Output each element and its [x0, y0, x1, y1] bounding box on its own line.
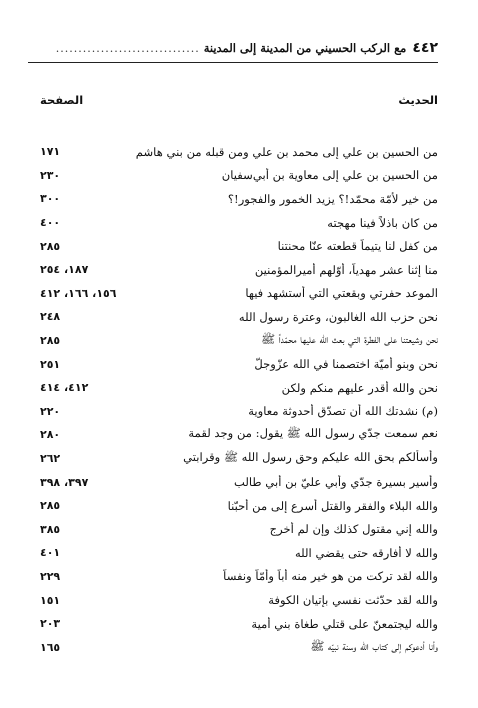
index-row: [40, 376, 438, 400]
index-row: [40, 494, 438, 518]
hadith-text: والله ليجتمعنّ على قتلي طغاة بني أمية: [251, 616, 438, 631]
hadith-text: والله إني مقتول كذلك وإن لم أخرج: [269, 522, 438, 537]
hadith-text: والله لقد تركت من هو خير منه أباً وأمّاً ونفساً: [223, 569, 438, 584]
hadith-text: الموعد حفرتي وبقعتي التي أستشهد فيها: [245, 286, 438, 301]
index-row: [40, 612, 438, 636]
page-refs: ٢٨٥: [40, 499, 61, 513]
column-headers: [40, 93, 438, 113]
page-refs: ٢٢٠: [40, 404, 61, 418]
index-row: [40, 187, 438, 211]
page-refs: ٢٨٠: [40, 428, 61, 442]
page-refs: ٣٨٥: [40, 522, 61, 536]
index-row: [40, 635, 438, 659]
index-row: [40, 140, 438, 164]
index-row: [40, 234, 438, 258]
page-refs: ١٧١: [40, 145, 61, 159]
hadith-text: من خير لأُمّة محمّد!؟ يزيد الخمور والفجور!؟: [227, 191, 438, 206]
hadith-text: من كان باذلاً فينا مهجته: [327, 215, 438, 230]
index-row: [40, 447, 438, 471]
hadith-text: نحن والله أقدر عليهم منكم ولكن: [281, 380, 438, 395]
running-header: [28, 34, 438, 63]
index-row: [40, 518, 438, 542]
page-refs: ٢٣٠: [40, 168, 61, 182]
index-row: [40, 305, 438, 329]
hadith-text: من الحسين بن علي إلى محمد بن علي ومن قبله من بني هاشم: [135, 144, 438, 159]
page-refs: ٢٢٩: [40, 569, 61, 583]
index-row: [40, 400, 438, 424]
hadith-text: نحن وبنو أميّة اختصمنا في الله عزّوجلّ: [254, 357, 438, 372]
page-refs: ٣٩٧، ٣٩٨: [40, 475, 89, 489]
hadith-text: وأسألكم بحق الله عليكم وحق رسول الله ﷺ وقرابتي: [183, 450, 438, 465]
index-row: [40, 329, 438, 353]
page-refs: ٢٤٨: [40, 310, 61, 324]
page-refs: ١٦٥: [40, 640, 61, 654]
page-refs: ٤١٢، ٤١٤: [40, 381, 89, 395]
index-row: [40, 211, 438, 235]
index-row: [40, 565, 438, 589]
hadith-text: وأنا أدعوكم إلى كتاب الله وسنة نبيّه ﷺ: [310, 638, 438, 653]
index-row: [40, 164, 438, 188]
index-row: [40, 258, 438, 282]
page-refs: ١٥١: [40, 593, 61, 607]
hadith-text: والله البلاء والفقر والقتل أسرع إلى من أحبّنا: [227, 498, 438, 513]
hadith-text: من الحسين بن علي إلى معاوية بن أبي‌سفيان: [221, 168, 438, 183]
page-refs: ٢٨٥: [40, 334, 61, 348]
hadith-text: والله لقد حدّثت نفسي بإتيان الكوفة: [268, 593, 438, 608]
hadith-column-label: الحديث: [398, 93, 438, 107]
index-row: [40, 588, 438, 612]
index-row: [40, 282, 438, 306]
page-refs: ١٨٧، ٢٥٤: [40, 263, 89, 277]
hadith-text: نعم سمعت جدّي رسول الله ﷺ يقول: من وجد لقمة: [188, 426, 438, 441]
page-refs: ٢٨٥: [40, 239, 61, 253]
header-dots: ................................: [55, 41, 200, 55]
index-row: [40, 541, 438, 565]
page-refs: ٢٥١: [40, 357, 61, 371]
index-row: [40, 352, 438, 376]
page-number: ٤٤٢: [412, 40, 438, 56]
hadith-text: وأسير بسيرة جدّي وأبي عليّ بن أبي طالب: [233, 475, 438, 490]
page-refs: ٤٠٠: [40, 216, 61, 230]
page-refs: ٣٠٠: [40, 192, 61, 206]
index-row: [40, 470, 438, 494]
page-refs: ٢٦٢: [40, 452, 61, 466]
header-title: مع الركب الحسيني من المدينة إلى المدينة: [203, 41, 407, 55]
index-row: [40, 423, 438, 447]
page-column-label: الصفحة: [40, 93, 84, 107]
page-refs: ١٥٦، ١٦٦، ٤١٢: [40, 286, 117, 300]
hadith-text: من كفل لنا يتيماً قطعته عنّا محنتنا: [277, 239, 438, 254]
hadith-text: منا إثنا عشر مهدياً، أوّلهم أميرالمؤمنين: [254, 262, 438, 277]
page-refs: ٢٠٣: [40, 617, 61, 631]
page-refs: ٤٠١: [40, 546, 61, 560]
hadith-text: (م) نشدتك الله أن تصدّق أحدوثة معاوية: [248, 404, 438, 419]
hadith-text: نحن وشيعتنا على الفطرة التي بعث الله عليها محمّداً ﷺ: [261, 332, 438, 347]
hadith-text: والله لا أفارقه حتى يقضي الله: [294, 545, 438, 560]
hadith-text: نحن حزب الله الغالبون، وعترة رسول الله: [238, 309, 438, 324]
index-list: [40, 140, 438, 659]
